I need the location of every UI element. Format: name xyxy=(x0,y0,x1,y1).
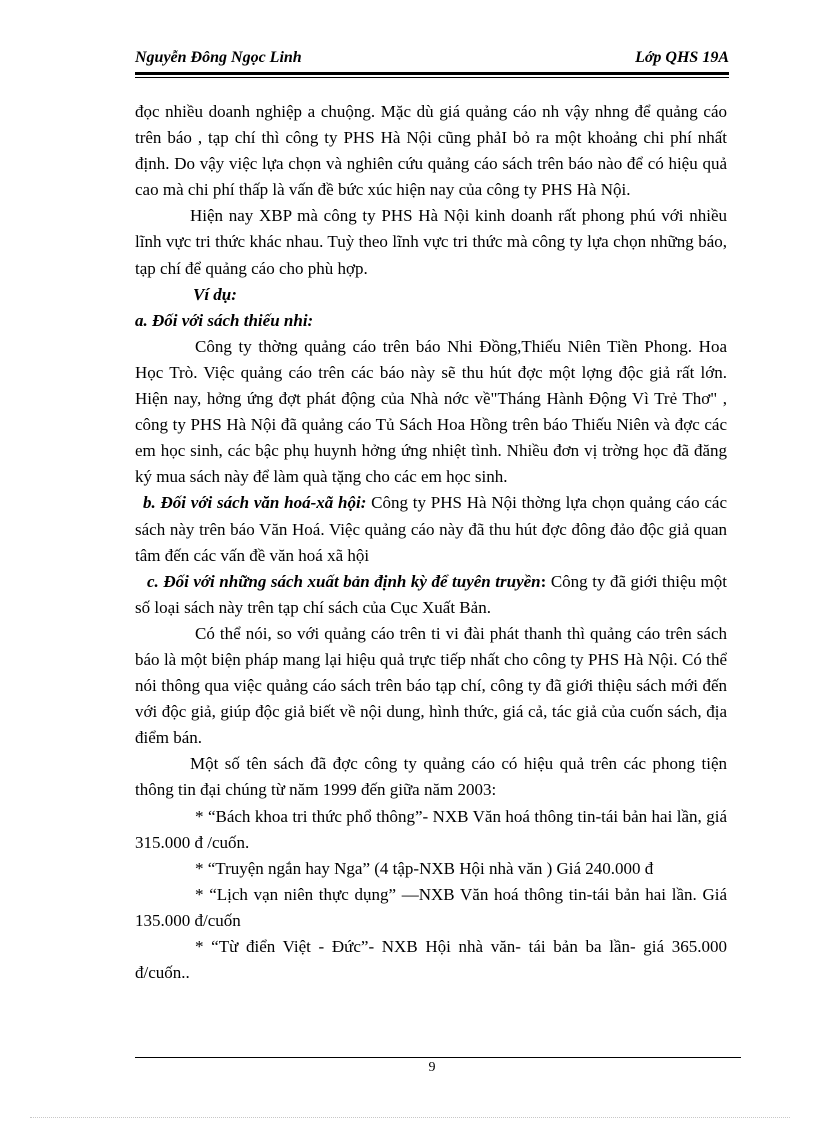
header-rule-thick xyxy=(135,72,729,75)
header-author: Nguyễn Đông Ngọc Linh xyxy=(135,49,302,66)
list-item: * “Từ điển Việt - Đức”- NXB Hội nhà văn- tái bản ba lần- giá 365.000 đ/cuốn.. xyxy=(135,937,727,983)
paragraph-children-books: Công ty thờng quảng cáo trên báo Nhi Đồng,Thiếu Niên Tiền Phong. Hoa Học Trò. Việc quảng cáo trên các báo này sẽ thu hút đợc một lợng độc giả rất lớn. Hiện nay, hởng ứng đợt phát động của Nhà nớc về"Tháng Hành Động Vì Trẻ Thơ" , công ty PHS Hà Nội đã quảng cáo Tủ Sách Hoa Hồng trên báo Thiếu Niên và đợc các em học sinh, các bậc phụ huynh hởng ứng nhiệt tình. Nhiều đơn vị trờng học đã đăng ký mua sách này để làm quà tặng cho các em học sinh. xyxy=(135,336,727,487)
paragraph-conclusion: Có thể nói, so với quảng cáo trên ti vi đài phát thanh thì quảng cáo trên sách báo là một biện pháp mang lại hiệu quả trực tiếp nhất cho công ty PHS Hà Nội. Có thể nói thông qua việc quảng cáo sách trên báo tạp chí, công ty đã giới thiệu sách mới đến với độc giả, giúp độc giả biết về nội dung, hình thức, giá cả, tác giả của cuốn sách, địa điểm bán. xyxy=(135,623,727,748)
bottom-dotted-line xyxy=(30,1117,790,1119)
list-item: * “Lịch vạn niên thực dụng” —NXB Văn hoá thông tin-tái bản hai lần. Giá 135.000 đ/cuốn xyxy=(135,884,727,930)
periodical-books-text: Công ty đã giới thiệu một số loại sách này trên tạp chí sách của Cục Xuất Bản. xyxy=(135,571,727,617)
header-class: Lớp QHS 19A xyxy=(635,49,729,66)
header-rule-thin xyxy=(135,77,729,78)
paragraph-xbp: Hiện nay XBP mà công ty PHS Hà Nội kinh doanh rất phong phú với nhiều lĩnh vực tri thức khác nhau. Tuỳ theo lĩnh vực tri thức mà công ty lựa chọn những báo, tạp chí để quảng cáo cho phù hợp. xyxy=(135,206,727,278)
paragraph-intro: đọc nhiều doanh nghiệp a chuộng. Mặc dù giá quảng cáo nh vậy nhng để quảng cáo trên báo , tạp chí thì công ty PHS Hà Nội cũng phảI bỏ ra một khoảng chi phí nhất định. Do vậy việc lựa chọn và nghiên cứu quảng cáo sách trên báo nào để có hiệu quả cao mà chi phí thấp là vấn đề bức xúc hiện nay của công ty PHS Hà Nội. xyxy=(135,102,727,200)
culture-books-text: Công ty PHS Hà Nội thờng lựa chọn quảng cáo các sách này trên báo Văn Hoá. Việc quảng cáo này đã thu hút đợc đông đảo độc giả quan tâm đến các vấn đề văn hoá xã hội xyxy=(135,493,727,565)
example-label: Ví dụ: xyxy=(193,284,237,304)
page-body xyxy=(135,99,727,986)
heading-colon: : xyxy=(540,571,547,591)
heading-children-books: a. Đối với sách thiếu nhi: xyxy=(135,310,314,330)
heading-periodical-books: c. Đối với những sách xuất bản định kỳ để tuyên truyền xyxy=(147,571,541,591)
page-header xyxy=(135,46,729,68)
list-item: * “Truyện ngắn hay Nga” (4 tập-NXB Hội nhà văn ) Giá 240.000 đ xyxy=(195,858,654,878)
page-number: 9 xyxy=(428,1060,436,1075)
paragraph-periodical-books xyxy=(135,569,727,621)
list-item: * “Bách khoa tri thức phổ thông”- NXB Văn hoá thông tin-tái bản hai lần, giá 315.000 đ /cuốn. xyxy=(135,806,727,852)
paragraph-culture-books xyxy=(135,490,727,568)
paragraph-book-list-intro: Một số tên sách đã đợc công ty quảng cáo có hiệu quả trên các phong tiện thông tin đại chúng từ năm 1999 đến giữa năm 2003: xyxy=(135,754,727,800)
heading-culture-books: b. Đối với sách văn hoá-xã hội: xyxy=(143,493,367,513)
footer-rule xyxy=(135,1057,741,1058)
